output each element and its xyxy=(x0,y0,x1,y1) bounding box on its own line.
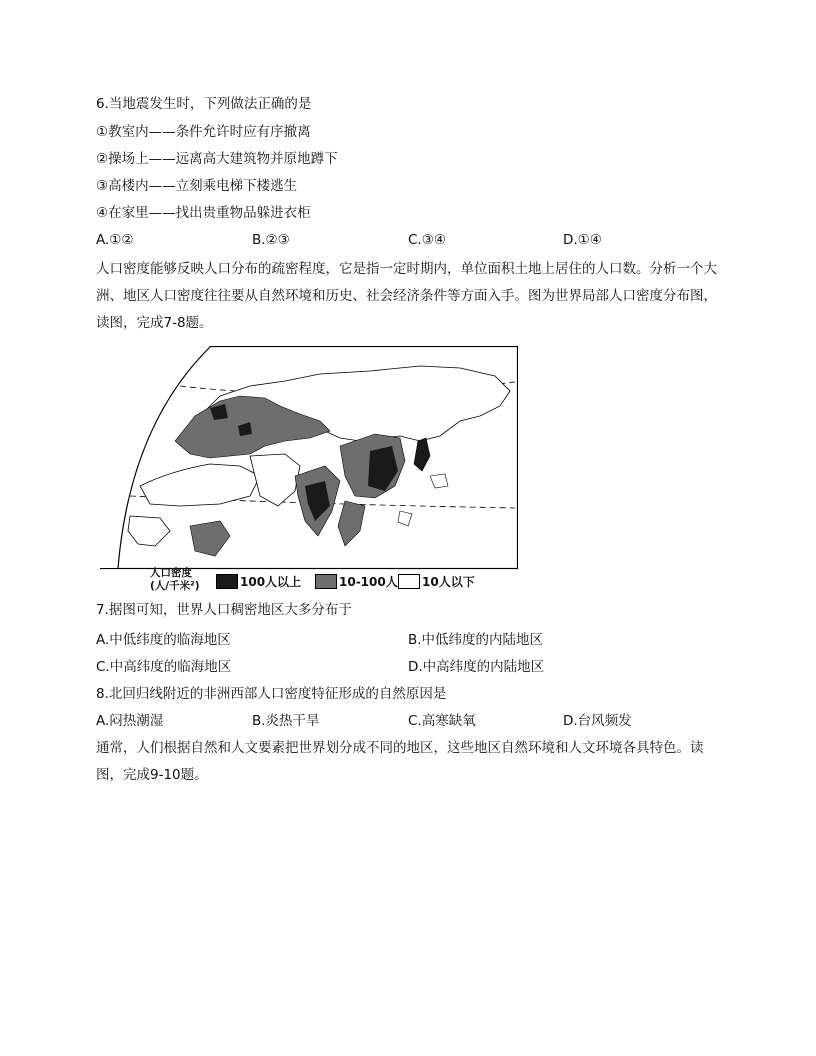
q7-option-b: B.中低纬度的内陆地区 xyxy=(408,632,544,648)
population-density-map xyxy=(100,346,518,594)
q8-option-c: C.高寒缺氧 xyxy=(408,713,476,729)
q6-item-2: ②操场上——远离高大建筑物并原地蹲下 xyxy=(96,151,338,167)
q7-option-d: D.中高纬度的内陆地区 xyxy=(408,659,545,675)
legend-label-medium: 10-100人 xyxy=(339,575,398,589)
q7-option-a: A.中低纬度的临海地区 xyxy=(96,632,231,648)
q7-option-c: C.中高纬度的临海地区 xyxy=(96,659,232,675)
q6-item-3: ③高楼内——立刻乘电梯下楼逃生 xyxy=(96,178,298,194)
legend-title-line2: (人/千米²) xyxy=(150,580,200,592)
q6-stem: 6.当地震发生时，下列做法正确的是 xyxy=(96,96,312,112)
legend-label-low: 10人以下 xyxy=(422,575,475,589)
q7-stem: 7.据图可知，世界人口稠密地区大多分布于 xyxy=(96,602,352,618)
q8-option-b: B.炎热干旱 xyxy=(252,713,320,729)
q6-option-c: C.③④ xyxy=(408,232,446,248)
q8-stem: 8.北回归线附近的非洲西部人口密度特征形成的自然原因是 xyxy=(96,686,447,702)
legend-label-high: 100人以上 xyxy=(240,575,302,589)
legend-swatch-low xyxy=(398,574,420,589)
legend-swatch-medium xyxy=(315,574,337,589)
q8-option-a: A.闷热潮湿 xyxy=(96,713,164,729)
q6-item-4: ④在家里——找出贵重物品躲进衣柜 xyxy=(96,205,311,221)
q6-option-b: B.②③ xyxy=(252,232,290,248)
q6-item-1: ①教室内——条件允许时应有序撤离 xyxy=(96,124,311,140)
map-graphic xyxy=(100,346,518,594)
q6-option-a: A.①② xyxy=(96,232,134,248)
intro-paragraph-1: 人口密度能够反映人口分布的疏密程度，它是指一定时期内，单位面积土地上居住的人口数。分析一个大洲、地区人口密度往往要从自然环境和历史、社会经济条件等方面入手。图为世界局部人口密度分布图，读图，完成7-8题。 xyxy=(96,261,717,331)
q8-option-d: D.台风频发 xyxy=(563,713,632,729)
intro-paragraph-2: 通常，人们根据自然和人文要素把世界划分成不同的地区，这些地区自然环境和人文环境各具特色。读图，完成9-10题。 xyxy=(96,740,704,783)
legend-swatch-high xyxy=(216,574,238,589)
legend-title-line1: 人口密度 xyxy=(150,567,192,579)
q6-option-d: D.①④ xyxy=(563,232,602,248)
